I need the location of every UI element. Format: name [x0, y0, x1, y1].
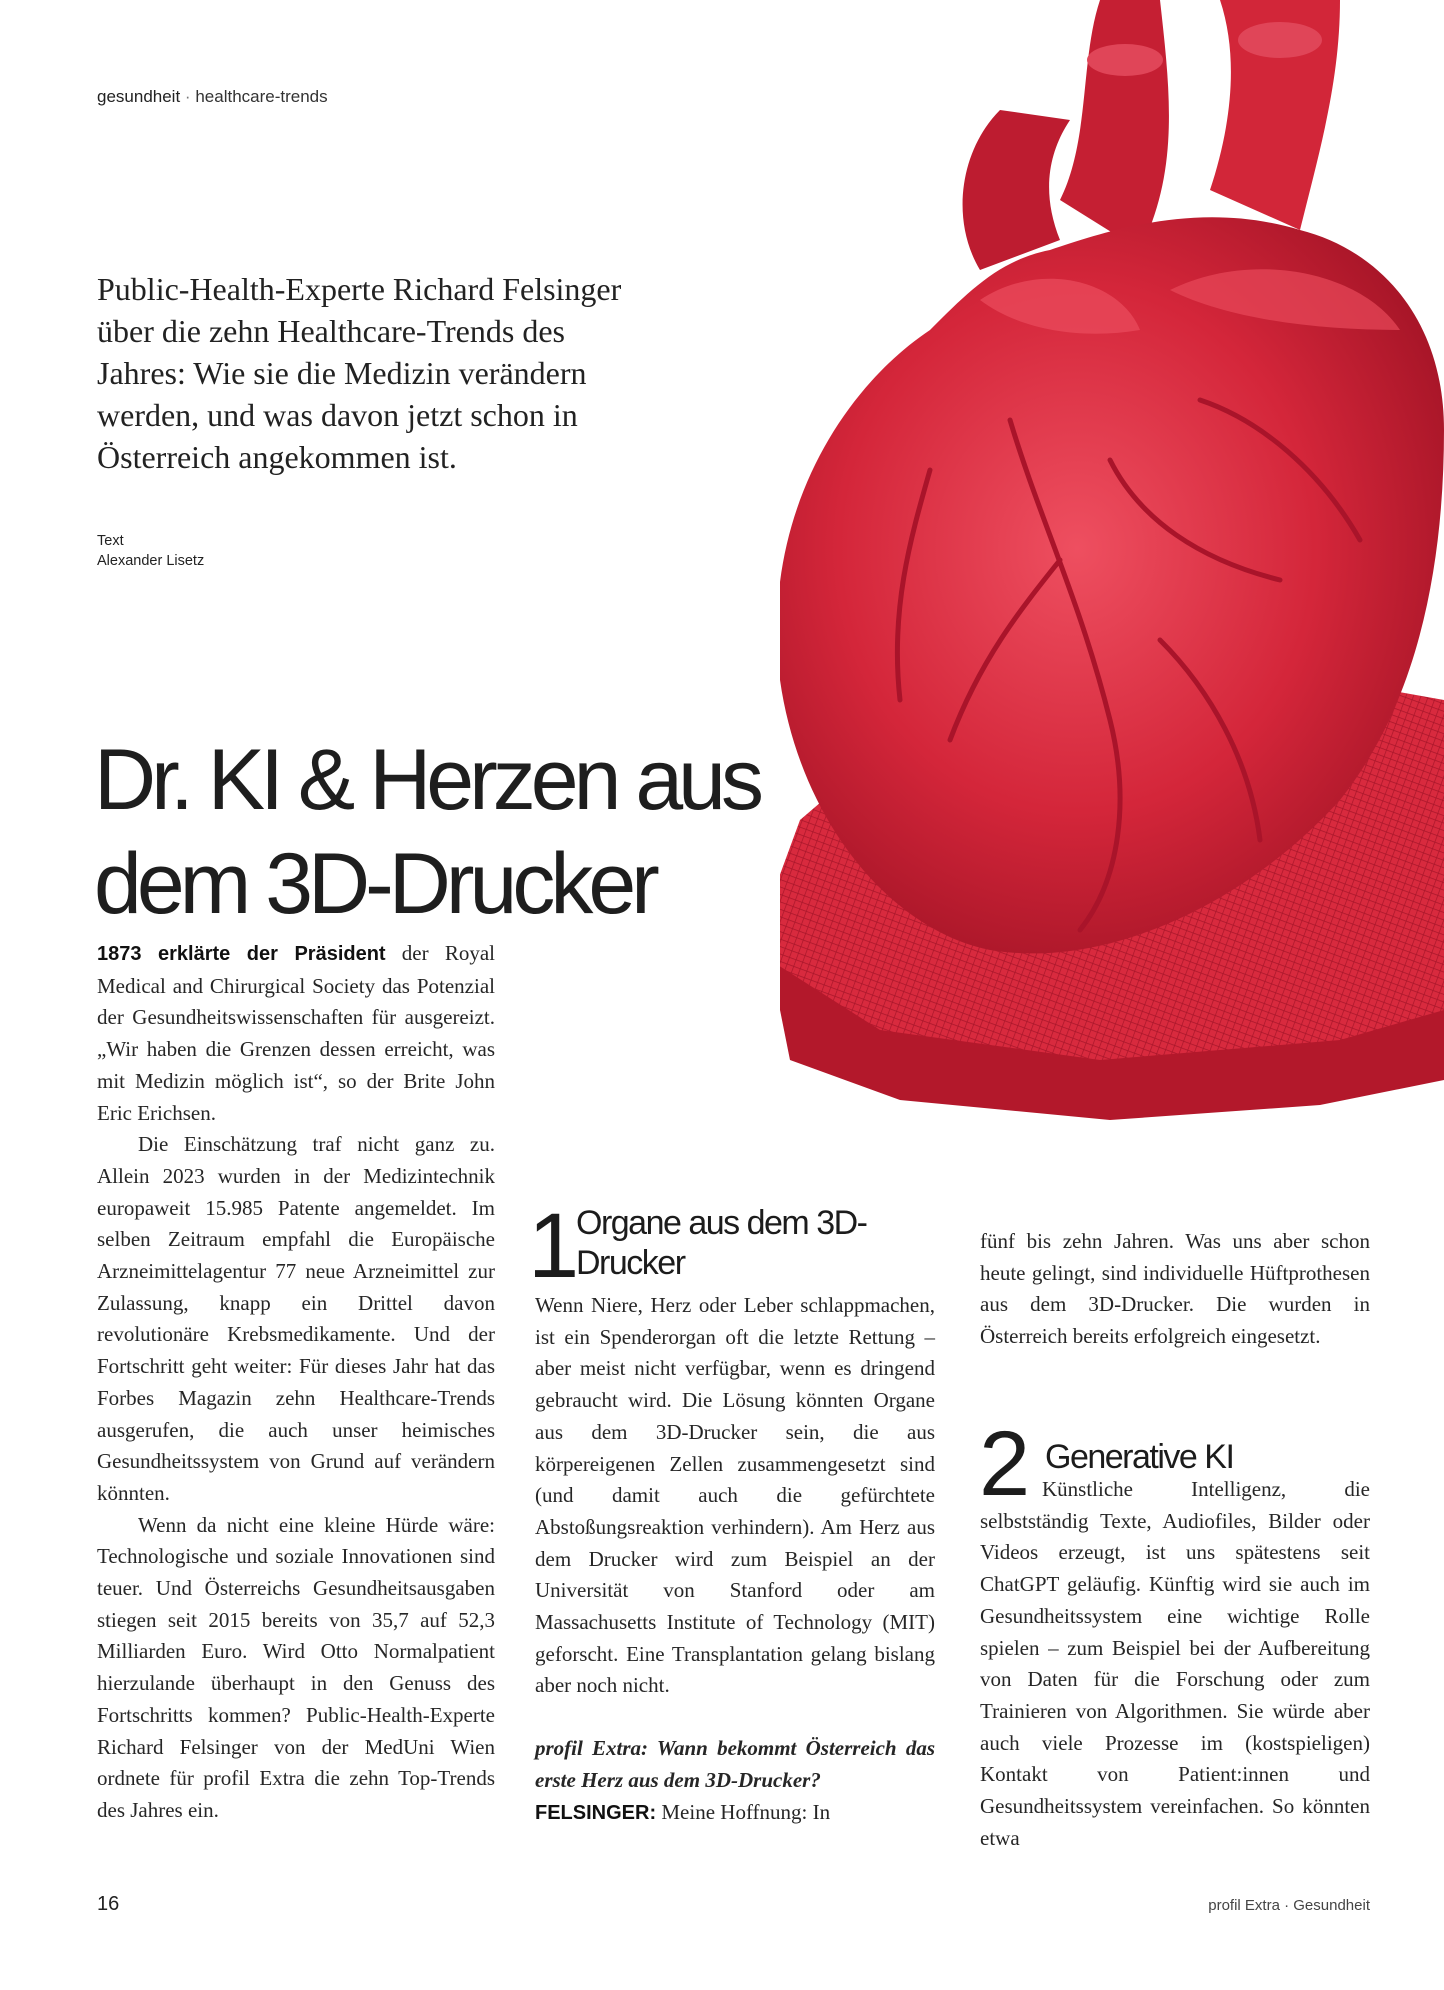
section-2-body — [980, 1474, 1370, 1854]
heart-3d-print-image — [780, 0, 1444, 1160]
paragraph-1-text: der Royal Medical and Chirurgical Society das Potenzial der Gesundheitswissenschaften für ausgereizt. „Wir haben die Grenzen dessen erreicht, was mit Medizin möglich ist“, so der Brite John Eric Erichsen. — [97, 941, 495, 1125]
page-number: 16 — [97, 1893, 120, 1915]
rubric-separator: · — [184, 87, 191, 106]
answer-speaker: FELSINGER: — [535, 1801, 657, 1824]
lead-in: 1873 erklärte der Präsident — [97, 943, 386, 965]
section-2-title: Generative KI — [1045, 1438, 1234, 1476]
section-2-body-text: Künstliche Intelligenz, die selbstständig Texte, Audiofiles, Bilder oder Videos erzeugt, ist uns spätestens seit ChatGPT geläufig. Künftig wird sie auch im Gesundheitssystem eine wichtige Rolle spielen – zum Beispiel bei der Aufbereitung von Daten für die Forschung oder zum Trainieren von Algorithmen. Sie würde aber auch viele Prozesse im (kostspieligen) Kontakt von Patient:innen und Gesundheitssystem vereinfachen. So könnten etwa — [980, 1477, 1370, 1850]
subsection-name: healthcare-trends — [195, 87, 328, 106]
article-headline: Dr. KI & Herzen aus dem 3D-Drucker — [94, 731, 759, 932]
interview-question — [535, 1733, 935, 1796]
paragraph-2: Die Einschätzung traf nicht ganz zu. Allein 2023 wurden in der Medizintechnik europaweit 15.985 Patente angemeldet. Im selben Zeitraum empfahl die Europäische Arzneimittelagentur 77 neue Arzneimittel zur Zulassung, knapp ein Drittel davon revolutionäre Krebsmedikamente. Und der Fortschritt geht weiter: Für dieses Jahr hat das Forbes Magazin zehn Healthcare-Trends ausgerufen, die auch unser heimisches Gesundheitssystem von Grund auf verändern könnten. — [97, 1132, 495, 1505]
section-1-number: 1 — [528, 1195, 577, 1297]
paragraph-3: Wenn da nicht eine kleine Hürde wäre: Technologische und soziale Innovationen sind teuer. Und Österreichs Gesundheitsausgaben stiegen seit 2015 bereits von 35,7 auf 52,3 Milliarden Euro. Wird Otto Normalpatient hierzulande überhaupt in den Genuss des Fortschritts kommen? Public-Health-Experte Richard Felsinger von der MedUni Wien ordnete für profil Extra die zehn Top-Trends des Jahres ein. — [97, 1512, 495, 1822]
column-3-continuation: fünf bis zehn Jahren. Was uns aber schon heute gelingt, sind individuelle Hüftprothesen aus dem 3D-Drucker. Die wurden in Österreich bereits erfolgreich eingesetzt. — [980, 1229, 1370, 1349]
section-rubric — [97, 87, 328, 107]
article-intro: Public-Health-Experte Richard Felsinger über die zehn Healthcare-Trends des Jahres: Wie sie die Medizin verändern werden, und was davon jetzt schon in Österreich angekommen ist. — [97, 271, 622, 475]
question-text: profil Extra: Wann bekommt Österreich das erste Herz aus dem 3D-Drucker? — [535, 1736, 935, 1792]
publication-footer: profil Extra · Gesundheit — [1208, 1897, 1370, 1914]
credit-label: Text — [97, 533, 124, 549]
body-column-3 — [980, 1226, 1370, 1353]
section-2-body-wrap — [980, 1474, 1370, 1854]
section-2-number: 2 — [979, 1413, 1028, 1515]
body-column-2 — [535, 1290, 935, 1829]
paragraph-1 — [97, 938, 495, 1129]
body-column-1 — [97, 938, 495, 1827]
credit-author: Alexander Lisetz — [97, 553, 205, 569]
answer-text: Meine Hoffnung: In — [656, 1799, 831, 1824]
interview-answer — [535, 1797, 935, 1830]
section-1-body: Wenn Niere, Herz oder Leber schlappmachen, ist ein Spenderorgan oft die letzte Rettung – aber meist nicht verfügbar, wenn es dringend gebraucht wird. Die Lösung könnten Organe aus dem 3D-Drucker sein, die aus körpereigenen Zellen zusammengesetzt sind (und damit auch die gefürchtete Abstoßungsreaktion verhindern). Am Herz aus dem Drucker wird zum Beispiel an der Universität von Stanford oder am Massachusetts Institute of Technology (MIT) geforscht. Eine Transplantation gelang bislang aber noch nicht. — [535, 1293, 935, 1698]
section-name: gesundheit — [97, 87, 181, 106]
section-1-title: Organe aus dem 3D-Drucker — [576, 1204, 867, 1282]
drop-number-spacer — [980, 1443, 1042, 1503]
author-credit — [97, 531, 204, 571]
